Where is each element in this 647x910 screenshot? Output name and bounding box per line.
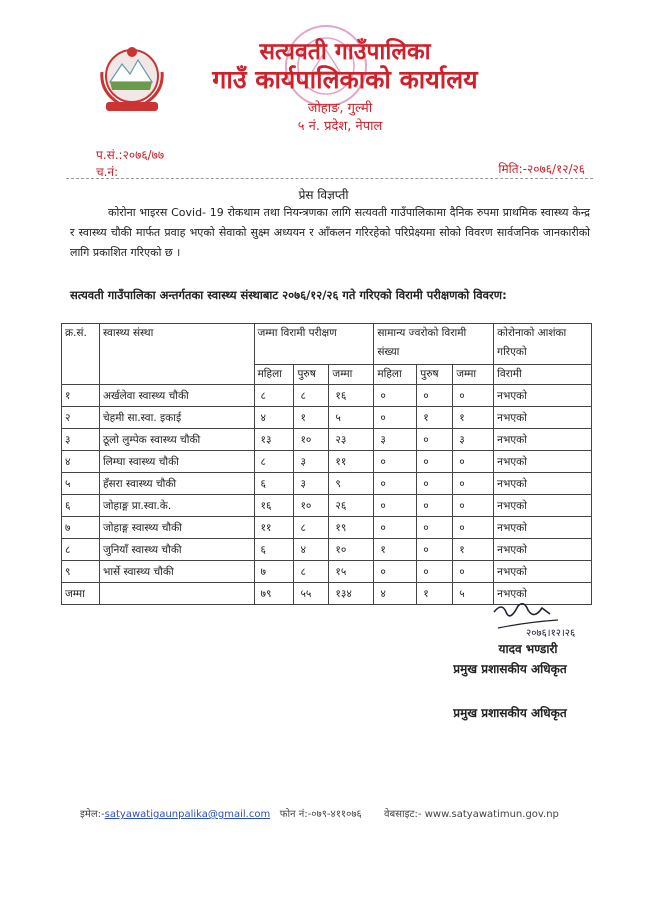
- email-label: इमेल:-: [80, 809, 105, 820]
- table-row: [62, 517, 592, 539]
- cell-sn: ८: [62, 539, 100, 561]
- cell-corona: नभएको: [494, 429, 592, 451]
- header-organization: स्वास्थ्य संस्था: [99, 324, 254, 385]
- cell-fever-female: ०: [374, 473, 417, 495]
- header-corona-suspected: कोरोनाको आशंका गरिएको: [494, 324, 592, 365]
- dispatch-number: च.नं:: [96, 165, 119, 179]
- cell-fever-female: ०: [374, 517, 417, 539]
- cell-corona: नभएको: [494, 451, 592, 473]
- cell-female: ४: [254, 407, 294, 429]
- table-row: [62, 407, 592, 429]
- cell-total: ५: [329, 407, 374, 429]
- cell-fever-female: ०: [374, 495, 417, 517]
- header-total-exam: जम्मा विरामी परीक्षण: [254, 324, 374, 365]
- cell-fever-total: ०: [453, 385, 494, 407]
- email-link[interactable]: satyawatigaunpalika@gmail.com: [104, 809, 271, 820]
- header-sn: क्र.सं.: [62, 324, 100, 385]
- cell-fever-female: ०: [374, 561, 417, 583]
- cell-fever-female: ०: [374, 451, 417, 473]
- cell-corona: नभएको: [494, 495, 592, 517]
- website-link[interactable]: www.satyawatimun.gov.np: [424, 809, 559, 820]
- office-province: ५ नं. प्रदेश, नेपाल: [297, 119, 383, 134]
- table-caption: सत्यवती गाउँपालिका अन्तर्गतका स्वास्थ्य संस्थाबाट २०७६/१२/२६ गते गरिएको विरामी परीक्षणको विवरण:: [70, 288, 507, 302]
- cell-fever-total: १: [453, 539, 494, 561]
- cell-organization: जोहाङ्ग स्वास्थ्य चौकी: [99, 517, 254, 539]
- cell-sn: १: [62, 385, 100, 407]
- cell-fever-male: ०: [417, 517, 453, 539]
- cell-corona: नभएको: [494, 473, 592, 495]
- cell-sn: जम्मा: [62, 583, 100, 605]
- cell-corona: नभएको: [494, 407, 592, 429]
- header-fever-total: जम्मा: [453, 365, 494, 385]
- cell-fever-female: ०: [374, 407, 417, 429]
- cell-total: ९: [329, 473, 374, 495]
- cell-female: ६: [254, 539, 294, 561]
- signatory-title: प्रमुख प्रशासकीय अधिकृत: [453, 662, 567, 676]
- cell-female: १३: [254, 429, 294, 451]
- header-total: जम्मा: [329, 365, 374, 385]
- cell-fever-total: ०: [453, 473, 494, 495]
- cell-male: ८: [294, 385, 329, 407]
- cell-fever-total: ०: [453, 561, 494, 583]
- cell-organization: भार्से स्वास्थ्य चौकी: [99, 561, 254, 583]
- cell-female: १६: [254, 495, 294, 517]
- table-row: [62, 385, 592, 407]
- header-female: महिला: [254, 365, 294, 385]
- reference-number: प.सं.:२०७६/७७: [96, 148, 165, 162]
- cell-female: ११: [254, 517, 294, 539]
- cell-fever-female: ०: [374, 385, 417, 407]
- header-fever: सामान्य ज्वरोको विरामी संख्या: [374, 324, 494, 365]
- cell-sn: २: [62, 407, 100, 429]
- office-name: गाउँ कार्यपालिकाको कार्यालय: [212, 65, 478, 94]
- website-label: वेबसाइट:-: [383, 809, 422, 820]
- header-patient: विरामी: [494, 365, 592, 385]
- cell-fever-total: ०: [453, 517, 494, 539]
- cell-sn: ७: [62, 517, 100, 539]
- header-divider: [66, 178, 593, 179]
- cell-fever-male: ०: [417, 385, 453, 407]
- cell-male: ५५: [294, 583, 329, 605]
- cell-corona: नभएको: [494, 539, 592, 561]
- cell-sn: ४: [62, 451, 100, 473]
- cell-fever-male: ०: [417, 561, 453, 583]
- letter-date: मिति:-२०७६/१२/२६: [498, 162, 585, 176]
- header-male: पुरुष: [294, 365, 329, 385]
- signature-date: २०७६।१२।२६: [526, 628, 576, 639]
- cell-sn: ५: [62, 473, 100, 495]
- cell-fever-total: ३: [453, 429, 494, 451]
- footer: [80, 806, 580, 820]
- cell-male: ३: [294, 451, 329, 473]
- cell-total: १३४: [329, 583, 374, 605]
- cell-sn: ३: [62, 429, 100, 451]
- header-fever-male: पुरुष: [417, 365, 453, 385]
- cell-corona: नभएको: [494, 517, 592, 539]
- patient-examination-table: [61, 323, 592, 605]
- table-row: [62, 495, 592, 517]
- table-row: [62, 539, 592, 561]
- table-row: [62, 561, 592, 583]
- cell-total: १६: [329, 385, 374, 407]
- table-row: [62, 451, 592, 473]
- cell-corona: नभएको: [494, 385, 592, 407]
- cell-fever-male: ०: [417, 451, 453, 473]
- cell-female: ७: [254, 561, 294, 583]
- cell-total: १५: [329, 561, 374, 583]
- cell-female: ८: [254, 385, 294, 407]
- cell-total: २६: [329, 495, 374, 517]
- cell-male: ४: [294, 539, 329, 561]
- cell-organization: अर्खलेवा स्वास्थ्य चौकी: [99, 385, 254, 407]
- cell-total: १९: [329, 517, 374, 539]
- cell-fever-female: ३: [374, 429, 417, 451]
- office-address: जोहाङ, गुल्मी: [307, 101, 373, 116]
- municipality-name: सत्यवती गाउँपालिका: [259, 39, 431, 65]
- cell-fever-total: १: [453, 407, 494, 429]
- cell-organization: चेहमी सा.स्वा. इकाई: [99, 407, 254, 429]
- cell-total: २३: [329, 429, 374, 451]
- cell-fever-male: १: [417, 407, 453, 429]
- signatory-stamp-title: प्रमुख प्रशासकीय अधिकृत: [453, 706, 567, 720]
- cell-sn: ६: [62, 495, 100, 517]
- phone-number: फोन नं:-०७९-४११०७६: [279, 809, 362, 820]
- cell-fever-total: ०: [453, 495, 494, 517]
- cell-female: ८: [254, 451, 294, 473]
- cell-male: ८: [294, 517, 329, 539]
- cell-organization: हँसरा स्वास्थ्य चौकी: [99, 473, 254, 495]
- cell-fever-total: ०: [453, 451, 494, 473]
- cell-fever-total: ५: [453, 583, 494, 605]
- cell-fever-male: ०: [417, 473, 453, 495]
- cell-male: ३: [294, 473, 329, 495]
- cell-male: १०: [294, 429, 329, 451]
- cell-organization: लिम्घा स्वास्थ्य चौकी: [99, 451, 254, 473]
- cell-organization: जुनियाँ स्वास्थ्य चौकी: [99, 539, 254, 561]
- cell-fever-male: १: [417, 583, 453, 605]
- cell-fever-female: १: [374, 539, 417, 561]
- press-release-title: प्रेस विज्ञप्ती: [298, 188, 349, 202]
- cell-fever-female: ४: [374, 583, 417, 605]
- table-row: [62, 473, 592, 495]
- cell-male: १: [294, 407, 329, 429]
- signatory-name: यादव भण्डारी: [498, 642, 558, 656]
- cell-total: १०: [329, 539, 374, 561]
- cell-organization: जोहाङ्ग प्रा.स्वा.के.: [99, 495, 254, 517]
- cell-corona: नभएको: [494, 561, 592, 583]
- cell-female: ६: [254, 473, 294, 495]
- header-fever-female: महिला: [374, 365, 417, 385]
- table-row: [62, 429, 592, 451]
- cell-organization: ठूलो लुम्पेक स्वास्थ्य चौकी: [99, 429, 254, 451]
- press-release-body: कोरोना भाइरस Covid- 19 रोकथाम तथा नियन्त्रणका लागि सत्यवती गाउँपालिकामा दैनिक रुपमा प्राथमिक स्वास्थ्य केन्द्र र स्वास्थ्य चौकी मार्फत प्रवाह भएको सेवाको सुक्ष्म अध्ययन र आँकलन गरिरहेको परिप्रेक्ष्यमा सोको विवरण सार्वजनिक जानकारीको लागि प्रकाशित गरिएको छ ।: [70, 206, 590, 259]
- cell-corona: नभएको: [494, 583, 592, 605]
- cell-sn: ९: [62, 561, 100, 583]
- cell-total: ११: [329, 451, 374, 473]
- cell-male: ८: [294, 561, 329, 583]
- cell-fever-male: ०: [417, 539, 453, 561]
- cell-fever-male: ०: [417, 495, 453, 517]
- cell-organization: [99, 583, 254, 605]
- cell-male: १०: [294, 495, 329, 517]
- cell-female: ७९: [254, 583, 294, 605]
- nepal-emblem-icon: [92, 42, 172, 116]
- cell-fever-male: ०: [417, 429, 453, 451]
- signature-icon: [488, 598, 580, 642]
